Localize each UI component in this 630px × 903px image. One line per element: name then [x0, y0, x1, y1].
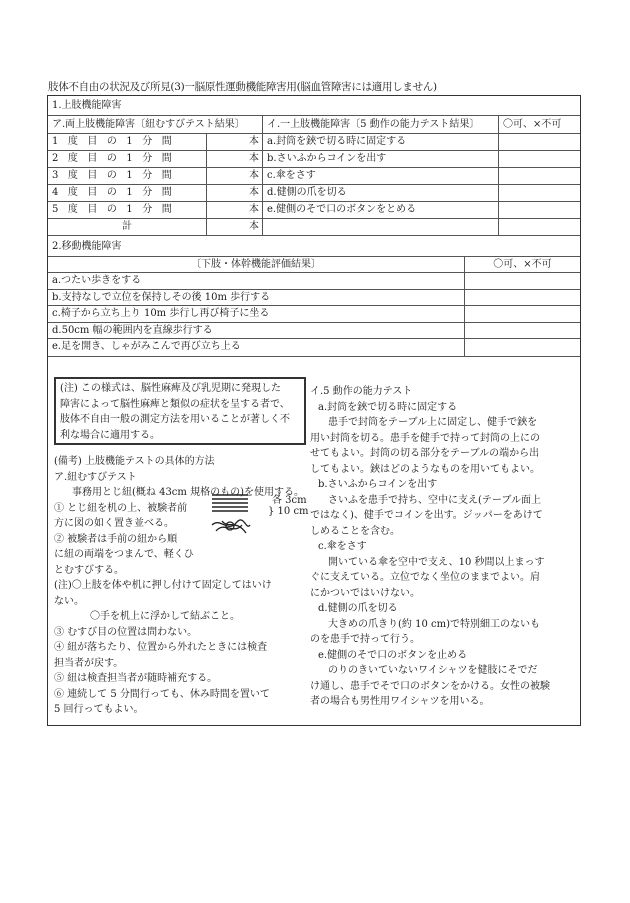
- trial-label: 1度目の1分間: [52, 136, 182, 147]
- trial-count-field[interactable]: 本: [206, 168, 262, 184]
- action-result-field[interactable]: [498, 202, 580, 218]
- remarks-line: (注)〇上肢を体や机に押し付けて固定してはいけ: [54, 580, 272, 591]
- action-label: b.さいふからコインを出す: [262, 151, 498, 167]
- action-heading: e.健側のそで口のボタンを止める: [318, 649, 468, 661]
- page-title: 肢体不自由の状況及び所見(3)一脳原性運動機能障害用(脳血管障害には適用しません): [48, 81, 437, 93]
- header-five-actions-test: イ.一上肢機能障害〔5 動作の能力テスト結果〕: [262, 116, 498, 133]
- section2-header-row: [48, 257, 580, 273]
- trial-label: 3度目の1分間: [52, 170, 182, 181]
- remarks-line: ⑤ 紐は検査担当者が随時補充する。: [54, 673, 218, 684]
- remarks-line: ⑥ 連続して 5 分間行っても、休み時間を置いて: [54, 688, 270, 700]
- remarks-line: ② 被験者は手前の紐から順: [54, 533, 178, 545]
- remarks-line: ④ 紐が落ちたり、位置から外れたときには検査: [54, 642, 268, 653]
- remarks-line: ない。: [54, 595, 84, 607]
- five-actions-title: イ.5 動作の能力テスト: [310, 386, 413, 397]
- remarks-title: (備考) 上肢機能テストの具体的方法: [54, 456, 215, 467]
- trial-count-field[interactable]: 本: [206, 185, 262, 201]
- mobility-item-label: a.つたい歩きをする: [52, 275, 142, 286]
- section1-header-row: [48, 116, 580, 134]
- mobility-item-label: e.足を開き、しゃがみこんで再び立ち上る: [52, 341, 241, 352]
- action-text: 者の場合も男性用ワイシャツを用いる。: [310, 696, 490, 707]
- action-result-field[interactable]: [498, 134, 580, 150]
- action-text: ではなく)、健手でコインを出す。ジッパーをあけて: [310, 510, 543, 521]
- header-result-legend: 〇可、×不可: [464, 257, 580, 272]
- remarks-line: ③ むすび目の位置は問わない。: [54, 626, 198, 638]
- header-lower-limb-evaluation: 〔下肢・体幹機能評価結果〕: [191, 259, 321, 270]
- action-result-field[interactable]: [498, 185, 580, 201]
- action-text: 大きめの爪きり(約 10 cm)で特別細工のないも: [328, 618, 540, 630]
- action-label: c.傘をさす: [262, 168, 498, 184]
- trial-label: 2度目の1分間: [52, 153, 182, 164]
- action-heading: b.さいふからコインを出す: [318, 479, 438, 490]
- section1-row-5: [48, 202, 580, 219]
- mobility-row: [48, 290, 580, 306]
- action-text: 患手で封筒をテーブル上に固定し、健手で鋏を: [328, 417, 538, 428]
- header-result-legend: 〇可、×不可: [498, 116, 580, 133]
- section1-row-3: [48, 168, 580, 185]
- action-label: d.健側の爪を切る: [262, 185, 498, 201]
- applicability-note: [54, 377, 306, 445]
- remarks-line: 方に図の如く置き並べる。: [54, 518, 174, 529]
- trial-label: 5度目の1分間: [52, 204, 182, 215]
- mobility-result-field[interactable]: [464, 290, 580, 305]
- section1-row-1: [48, 134, 580, 151]
- remarks-line: ① とじ紐を机の上、被験者前: [54, 502, 188, 514]
- action-text: さいふを患手で持ち、空中に支え(テーブル面上: [328, 494, 542, 506]
- mobility-row: [48, 323, 580, 339]
- action-text: のを患手で持って行う。: [310, 634, 420, 645]
- note-line: (注) この様式は、脳性麻痺及び乳児期に発現した: [60, 383, 281, 394]
- section2-heading-row: [48, 236, 580, 257]
- empty-cell: [498, 219, 580, 235]
- mobility-result-field[interactable]: [464, 306, 580, 322]
- action-text: け通し、患手でそで口のボタンをかける。女性の被験: [310, 680, 550, 692]
- section1-heading-row: [48, 96, 580, 116]
- remarks-line: 担当者が戻す。: [54, 657, 124, 669]
- action-text: 用い封筒を切る。患手を健手で持って封筒の上にの: [310, 432, 540, 444]
- mobility-item-label: d.50cm 幅の範囲内を直線歩行する: [52, 325, 213, 336]
- mobility-result-field[interactable]: [464, 273, 580, 289]
- action-text: しめることを含む。: [310, 525, 400, 537]
- action-text: 開いている傘を空中で支え、10 秒間以上まっす: [328, 556, 545, 568]
- action-result-field[interactable]: [498, 168, 580, 184]
- total-count-field[interactable]: 本: [206, 219, 262, 235]
- trial-label: 4度目の1分間: [52, 187, 182, 198]
- remarks-line: 〇手を机上に浮かして結ぶこと。: [90, 611, 240, 622]
- string-layout-diagram: [206, 491, 309, 549]
- mobility-row: [48, 339, 580, 357]
- note-line: 利な場合に適用する。: [60, 429, 160, 441]
- action-heading: d.健側の爪を切る: [318, 603, 398, 614]
- five-actions-description: [310, 384, 580, 710]
- remarks-line: とむすびする。: [54, 564, 124, 576]
- note-line: 障害によって脳性麻痺と類似の症状を呈する者で、: [60, 398, 290, 410]
- remarks-line: 事務用とじ紐(概ね 43cm 規格のもの)を使用する。: [72, 487, 304, 498]
- mobility-result-field[interactable]: [464, 323, 580, 338]
- action-text: せてもよい。封筒の切る部分をテーブルの端から出: [310, 448, 540, 459]
- spacing-label: 各 3cm: [272, 495, 307, 506]
- action-label: e.健側のそで口のボタンをとめる: [262, 202, 498, 218]
- section1-row-2: [48, 151, 580, 168]
- mobility-result-field[interactable]: [464, 339, 580, 356]
- action-heading: c.傘をさす: [318, 541, 367, 552]
- action-text: にかついではいけない。: [310, 587, 420, 599]
- remarks-line: 5 回行ってもよい。: [54, 704, 144, 715]
- action-text: のりのきいていないワイシャツを健肢にそでだ: [328, 665, 538, 676]
- mobility-row: [48, 306, 580, 323]
- trial-count-field[interactable]: 本: [206, 202, 262, 218]
- action-text: してもよい。鋏はどのようなものを用いてもよい。: [310, 463, 540, 475]
- mobility-item-label: c.椅子から立ち上り 10m 歩行し再び椅子に坐る: [52, 308, 270, 319]
- trial-count-field[interactable]: 本: [206, 134, 262, 150]
- header-string-tying-test: ア.両上肢機能障害〔紐むすびテスト結果〕: [52, 119, 245, 130]
- length-label: } 10 cm: [268, 506, 309, 517]
- action-heading: a.封筒を鋏で切る時に固定する: [318, 401, 458, 413]
- remarks-line: に紐の両端をつまんで、軽くひ: [54, 549, 194, 560]
- section2-heading: 2.移動機能障害: [52, 241, 122, 252]
- remarks-subtitle: ア.紐むすびテスト: [54, 471, 137, 483]
- note-line: 肢体不自由一般の測定方法を用いることが著しく不: [60, 414, 290, 425]
- section1-row-4: [48, 185, 580, 202]
- mobility-row: [48, 273, 580, 290]
- mobility-item-label: b.支持なしで立位を保持しその後 10m 歩行する: [52, 292, 271, 303]
- trial-count-field[interactable]: 本: [206, 151, 262, 167]
- empty-cell: [262, 219, 498, 235]
- action-text: ぐに支えている。立位でなく坐位のままでよい。肩: [310, 572, 540, 583]
- action-label: a.封筒を鋏で切る時に固定する: [262, 134, 498, 150]
- section1-total-row: [48, 219, 580, 236]
- action-result-field[interactable]: [498, 151, 580, 167]
- total-label: 計: [122, 221, 132, 232]
- section1-heading: 1.上肢機能障害: [52, 100, 122, 111]
- assessment-form: [47, 95, 581, 726]
